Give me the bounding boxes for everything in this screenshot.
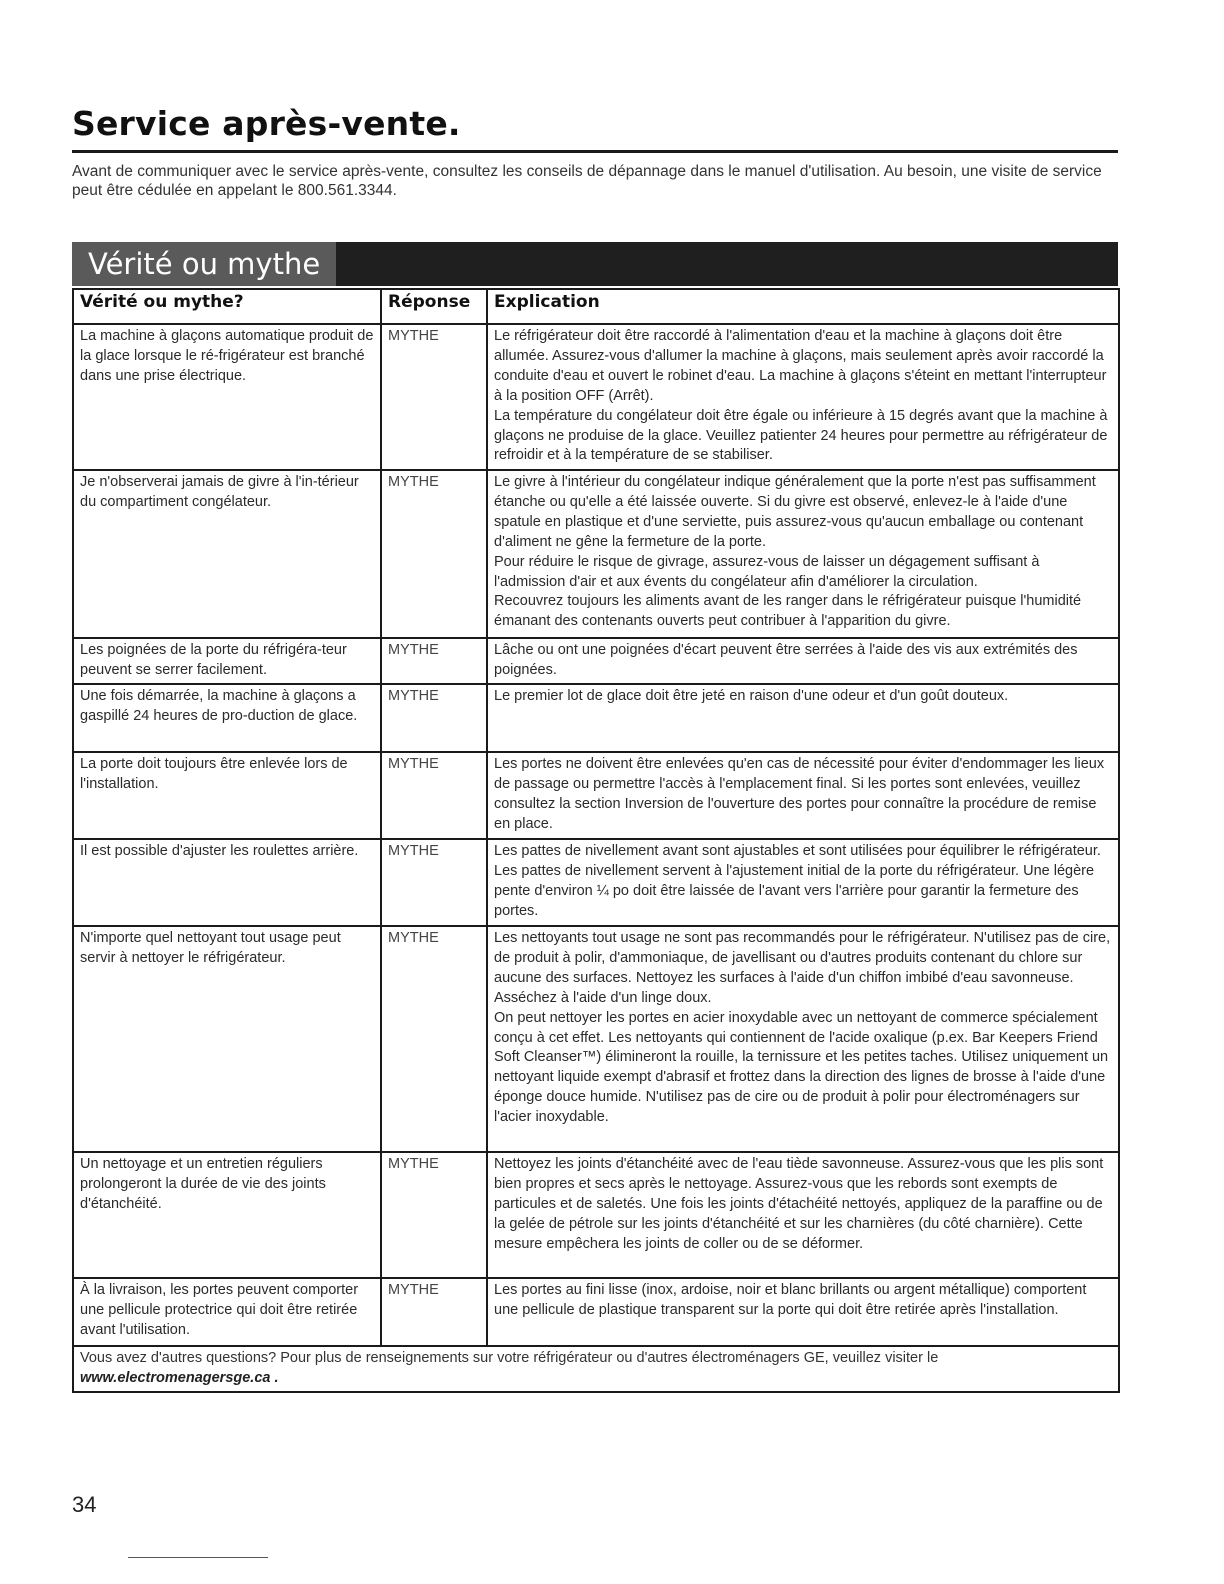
explanation-paragraph: Recouvrez toujours les aliments avant de les ranger dans le réfrigérateur puisque l'humidité émanant des contenants ouverts peut contribuer à l'apparition du givre. <box>494 593 1082 630</box>
explanation-paragraph: Le givre à l'intérieur du congélateur indique généralement que la porte n'est pas suffisamment étanche ou qu'elle a été laissée ouverte. Si du givre est observé, enlevez-le à l'aide d'une spatule en plastique et d'une serviette, puis assurez-vous qu'aucun emballage ou contenant d'aliment ne gêne la fermeture de la porte. <box>494 474 1096 550</box>
explanation-paragraph: Nettoyez les joints d'étanchéité avec de l'eau tiède savonneuse. Assurez-vous que les plis sont bien propres et secs après le nettoyage. Assurez-vous que les rebords sont exempts de particules et de saletés. Une fois les joints d'étachéité nettoyés, appliquez de la paraffine ou de la gelée de pétrole sur les joints d'étanchéité et sur les charnières (du côté charnière). Cette mesure empêchera les joints de coller ou de se déformer. <box>494 1156 1104 1252</box>
explanation-paragraph: Pour réduire le risque de givrage, assurez-vous de laisser un dégagement suffisant à l'admission d'air et aux évents du congélateur afin d'améliorer la circulation. <box>494 553 1040 590</box>
statement-cell: Une fois démarrée, la machine à glaçons a gaspillé 24 heures de pro-duction de glace. <box>73 684 381 752</box>
page-title: Service après-vente. <box>72 104 461 143</box>
answer-cell: MYTHE <box>381 1152 487 1278</box>
explanation-cell <box>487 324 1119 470</box>
statement-cell: La porte doit toujours être enlevée lors de l'installation. <box>73 752 381 839</box>
answer-cell: MYTHE <box>381 752 487 839</box>
footer-row <box>73 1346 1119 1392</box>
explanation-paragraph: Les portes au fini lisse (inox, ardoise, noir et blanc brillants ou argent métallique) comportent une pellicule de plastique transparent sur la porte qui doit être retirée après l'installation. <box>494 1282 1087 1318</box>
table-row <box>73 470 1119 638</box>
table-row <box>73 839 1119 926</box>
table-row <box>73 324 1119 470</box>
explanation-cell <box>487 926 1119 1152</box>
table-row <box>73 926 1119 1152</box>
explanation-cell <box>487 1278 1119 1346</box>
explanation-paragraph: On peut nettoyer les portes en acier inoxydable avec un nettoyant de commerce spécialement conçu à cet effet. Les nettoyants qui contiennent de l'acide oxalique (p.ex. Bar Keepers Friend Soft Cleanser™) élimineront la rouille, la ternissure et les petites taches. Utilisez uniquement un nettoyant liquide exempt d'abrasif et frottez dans la direction des lignes de brosse à l'aide d'une éponge douce humide. N'utilisez pas de cire ou de produit à polir pour électroménagers sur l'acier inoxydable. <box>494 1009 1109 1126</box>
statement-cell: La machine à glaçons automatique produit de la glace lorsque le ré-frigérateur est branché dans une prise électrique. <box>73 324 381 470</box>
explanation-paragraph: Les portes ne doivent être enlevées qu'en cas de nécessité pour éviter d'endommager les lieux de passage ou permettre l'accès à l'emplacement final. Si les portes sont enlevées, veuillez consultez la section Inversion de l'ouverture des portes pour connaître la procédure de remise en place. <box>494 756 1105 832</box>
table-row <box>73 684 1119 752</box>
bottom-link-underline <box>128 1557 268 1558</box>
statement-cell: Je n'observerai jamais de givre à l'in-térieur du compartiment congélateur. <box>73 470 381 638</box>
statement-cell: À la livraison, les portes peuvent comporter une pellicule protectrice qui doit être retirée avant l'utilisation. <box>73 1278 381 1346</box>
answer-cell: MYTHE <box>381 470 487 638</box>
answer-cell: MYTHE <box>381 638 487 684</box>
answer-cell: MYTHE <box>381 926 487 1152</box>
statement-cell: Les poignées de la porte du réfrigéra-teur peuvent se serrer facilement. <box>73 638 381 684</box>
explanation-paragraph: Le réfrigérateur doit être raccordé à l'alimentation d'eau et la machine à glaçons doit être allumée. Assurez-vous d'allumer la machine à glaçons, mais seulement après avoir raccordé la conduite d'eau et ouvert le robinet d'eau. La machine à glaçons s'éteint en mettant l'interrupteur à la position OFF (Arrêt). <box>494 328 1107 404</box>
explanation-paragraph: La température du congélateur doit être égale ou inférieure à 15 degrés avant que la machine à glaçons ne produise de la glace. Veuillez patienter 24 heures pour permettre au réfrigérateur de refroidir et à la température de se stabiliser. <box>494 407 1108 464</box>
explanation-cell <box>487 638 1119 684</box>
answer-cell: MYTHE <box>381 684 487 752</box>
explanation-paragraph: Les pattes de nivellement avant sont ajustables et sont utilisées pour équilibrer le réfrigérateur. Les pattes de nivellement servent à l'ajustement initial de la porte du réfrigérateur. Une légère pente d'environ ¼ po doit être laissée de l'avant vers l'arrière pour garantir la fermeture des portes. <box>494 843 1101 919</box>
answer-cell: MYTHE <box>381 324 487 470</box>
table-row <box>73 638 1119 684</box>
table-row <box>73 1278 1119 1346</box>
truth-or-myth-table <box>72 288 1120 1393</box>
table-header-row <box>73 289 1119 324</box>
statement-cell: Il est possible d'ajuster les roulettes arrière. <box>73 839 381 926</box>
explanation-paragraph: Lâche ou ont une poignées d'écart peuvent être serrées à l'aide des vis aux extrémités des poignées. <box>494 642 1078 678</box>
explanation-cell <box>487 1152 1119 1278</box>
statement-cell: Un nettoyage et un entretien réguliers prolongeront la durée de vie des joints d'étanchéité. <box>73 1152 381 1278</box>
footer-cell <box>73 1346 1119 1392</box>
table-body <box>73 324 1119 1392</box>
header-statement: Vérité ou mythe? <box>73 289 381 324</box>
answer-cell: MYTHE <box>381 1278 487 1346</box>
header-explanation: Explication <box>487 289 1119 324</box>
explanation-cell <box>487 470 1119 638</box>
answer-cell: MYTHE <box>381 839 487 926</box>
table-row <box>73 1152 1119 1278</box>
section-title: Vérité ou mythe <box>72 242 336 286</box>
explanation-cell <box>487 839 1119 926</box>
website-link[interactable]: www.electromenagersge.ca . <box>80 1369 279 1386</box>
footer-text: Vous avez d'autres questions? Pour plus de renseignements sur votre réfrigérateur ou d'autres électroménagers GE, veuillez visiter le <box>80 1350 939 1366</box>
title-rule <box>72 150 1118 153</box>
explanation-paragraph: Le premier lot de glace doit être jeté en raison d'une odeur et d'un goût douteux. <box>494 688 1009 704</box>
page-number: 34 <box>72 1492 97 1517</box>
explanation-cell <box>487 684 1119 752</box>
section-banner <box>72 242 1118 286</box>
explanation-cell <box>487 752 1119 839</box>
explanation-paragraph: Les nettoyants tout usage ne sont pas recommandés pour le réfrigérateur. N'utilisez pas de cire, de produit à polir, d'ammoniaque, de javellisant ou d'autres produits contenant du chlore sur aucune des surfaces. Nettoyez les surfaces à l'aide d'un chiffon imbibé d'eau savonneuse. Asséchez à l'aide d'un linge doux. <box>494 930 1111 1006</box>
header-answer: Réponse <box>381 289 487 324</box>
table-row <box>73 752 1119 839</box>
intro-paragraph: Avant de communiquer avec le service après-vente, consultez les conseils de dépannage dans le manuel d'utilisation. Au besoin, une visite de service peut être cédulée en appelant le 800.561.3344. <box>72 163 1102 199</box>
statement-cell: N'importe quel nettoyant tout usage peut servir à nettoyer le réfrigérateur. <box>73 926 381 1152</box>
